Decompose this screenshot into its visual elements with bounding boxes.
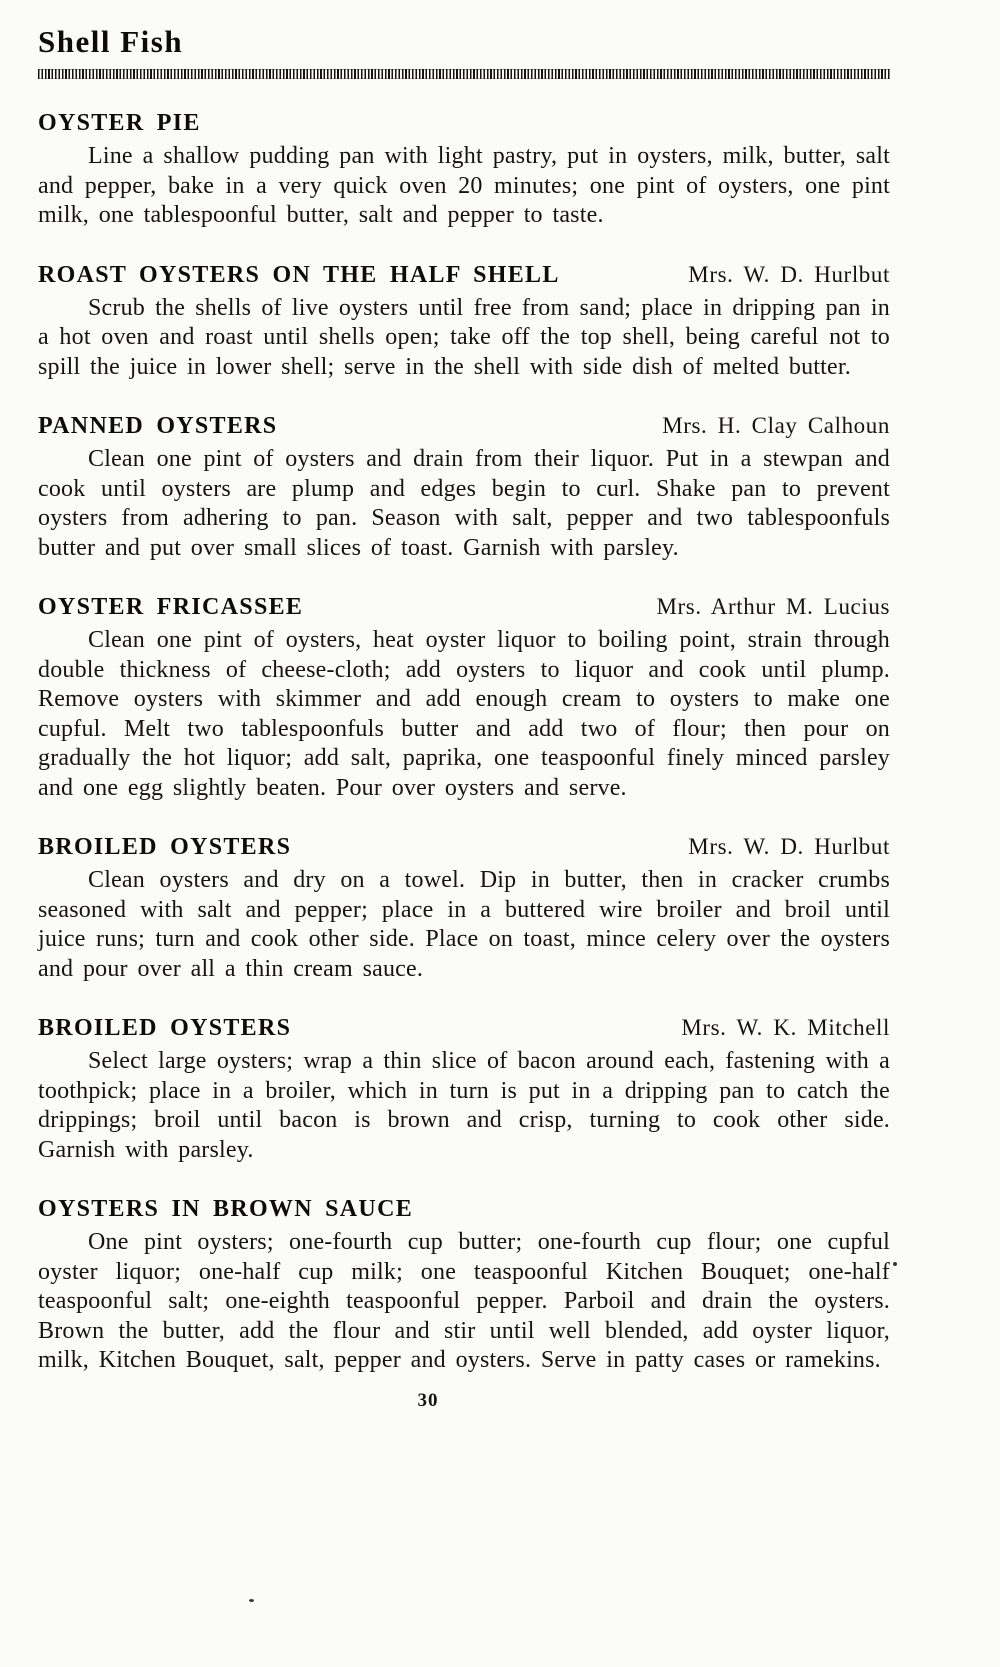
section-title: Shell Fish xyxy=(38,24,184,59)
recipe-attribution: Mrs. W. K. Mitchell xyxy=(681,1015,890,1040)
scan-artifact-dot xyxy=(249,1599,254,1602)
recipe-section xyxy=(38,594,890,803)
recipe-section xyxy=(38,1196,890,1376)
recipe-title: OYSTER FRICASSEE xyxy=(38,594,304,620)
page-footer xyxy=(38,1390,890,1412)
page-number: 30 xyxy=(417,1389,439,1411)
recipe-body: Clean one pint of oysters and drain from their liquor. Put in a stewpan and cook until oysters are plump and edges begin to curl. Shake pan to prevent oysters from adhering to pan. Season with salt, pepper and two tablespoonfuls butter and put over small slices of toast. Garnish with parsley. xyxy=(38,446,890,561)
recipe-head xyxy=(38,413,890,440)
recipe-title: BROILED OYSTERS xyxy=(38,1015,292,1041)
recipe-body: One pint oysters; one-fourth cup butter; one-fourth cup flour; one cupful oyster liquor; one-half cup milk; one teaspoonful Kitchen Bouquet; one-half teaspoonful salt; one-eighth teaspoonful pepper. Parboil and drain the oysters. Brown the butter, add the flour and stir until well blended, add oyster liquor, milk, Kitchen Bouquet, salt, pepper and oysters. Serve in patty cases or ramekins. xyxy=(38,1229,890,1373)
page-header xyxy=(38,24,890,79)
recipe-head xyxy=(38,834,890,861)
recipe-attribution: Mrs. H. Clay Calhoun xyxy=(662,413,890,438)
recipe-body: Clean oysters and dry on a towel. Dip in butter, then in cracker crumbs seasoned with salt and pepper; place in a buttered wire broiler and broil until juice runs; turn and cook other side. Place on toast, mince celery over the oysters and pour over all a thin cream sauce. xyxy=(38,867,890,982)
recipe-head xyxy=(38,1196,890,1223)
recipe-list xyxy=(38,110,890,1376)
recipe-head xyxy=(38,1015,890,1042)
recipe-head xyxy=(38,110,890,137)
recipe-head xyxy=(38,262,890,289)
recipe-section xyxy=(38,1015,890,1165)
recipe-attribution: Mrs. Arthur M. Lucius xyxy=(656,594,890,619)
recipe-body: Scrub the shells of live oysters until free from sand; place in dripping pan in a hot oven and roast until shells open; take off the top shell, being careful not to spill the juice in lower shell; serve in the shell with side dish of melted butter. xyxy=(38,294,890,380)
recipe-body: Select large oysters; wrap a thin slice of bacon around each, fastening with a toothpick; place in a broiler, which in turn is put in a dripping pan to catch the drippings; broil until bacon is brown and crisp, turning to cook other side. Garnish with parsley. xyxy=(38,1048,890,1163)
ornamental-rule xyxy=(38,69,890,79)
recipe-section xyxy=(38,262,890,383)
recipe-body: Line a shallow pudding pan with light pastry, put in oysters, milk, butter, salt and pepper, bake in a very quick oven 20 minutes; one pint of oysters, one pint milk, one tablespoonful butter, salt and pepper to taste. xyxy=(38,143,890,228)
recipe-section xyxy=(38,413,890,563)
recipe-head xyxy=(38,594,890,621)
recipe-attribution: Mrs. W. D. Hurlbut xyxy=(688,834,890,859)
recipe-section xyxy=(38,834,890,984)
recipe-title: ROAST OYSTERS ON THE HALF SHELL xyxy=(38,261,560,288)
recipe-body: Clean one pint of oysters, heat oyster liquor to boiling point, strain through double thickness of cheese-cloth; add oysters to liquor and cook until plump. Remove oysters with skimmer and add enough cream to oysters to make one cupful. Melt two tablespoonfuls butter and add two of flour; then pour on gradually the hot liquor; add salt, paprika, one teaspoonful finely minced parsley and one egg slightly beaten. Pour over oysters and serve. xyxy=(38,627,890,801)
recipe-title: PANNED OYSTERS xyxy=(38,413,278,439)
recipe-attribution: Mrs. W. D. Hurlbut xyxy=(688,261,890,287)
recipe-title: OYSTER PIE xyxy=(38,110,201,136)
recipe-section xyxy=(38,110,890,231)
recipe-title: BROILED OYSTERS xyxy=(38,834,292,860)
scan-artifact-dot xyxy=(893,1262,897,1266)
recipe-title: OYSTERS IN BROWN SAUCE xyxy=(38,1196,414,1222)
